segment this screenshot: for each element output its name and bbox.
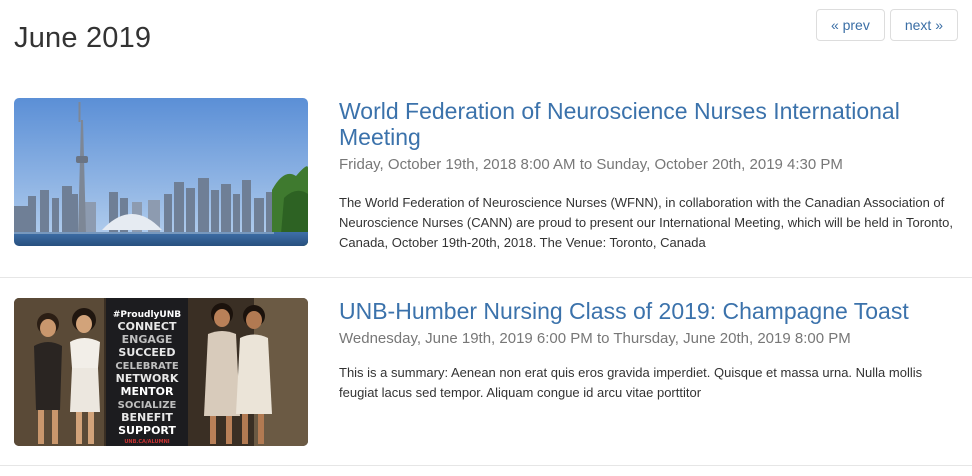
event-date: Wednesday, June 19th, 2019 6:00 PM to Thursday, June 20th, 2019 8:00 PM	[339, 330, 851, 347]
event-item	[0, 98, 972, 278]
event-title-link[interactable]: UNB-Humber Nursing Class of 2019: Champagne Toast	[339, 298, 909, 324]
banner-text: ENGAGE	[121, 333, 173, 346]
pager	[816, 9, 958, 41]
event-date: Friday, October 19th, 2018 8:00 AM to Sunday, October 20th, 2019 4:30 PM	[339, 156, 843, 173]
toronto-skyline-photo	[14, 98, 308, 246]
banner-text: SUPPORT	[118, 424, 176, 437]
event-thumbnail[interactable]	[14, 298, 308, 446]
banner-text: BENEFIT	[121, 411, 173, 424]
nursing-students-photo	[14, 298, 308, 446]
banner-text: CELEBRATE	[115, 361, 179, 372]
banner-text: MENTOR	[120, 385, 174, 398]
banner-text: SUCCEED	[118, 346, 176, 359]
event-info	[339, 98, 954, 253]
event-summary: This is a summary: Aenean non erat quis eros gravida imperdiet. Quisque et massa urna. Nulla mollis feugiat lacus sed tempor. Aliquam congue id arcu vitae porttitor	[339, 365, 923, 400]
event-thumbnail[interactable]	[14, 98, 308, 246]
banner-text: NETWORK	[115, 372, 179, 385]
next-button[interactable]: next »	[890, 9, 958, 41]
prev-button[interactable]: « prev	[816, 9, 885, 41]
banner-text: UNB.CA/ALUMNI	[124, 439, 170, 445]
banner-text: #ProudlyUNB	[112, 310, 182, 320]
event-summary: The World Federation of Neuroscience Nurses (WFNN), in collaboration with the Canadian Association of Neuroscience Nurses (CANN) are proud to present our International Meeting, which will be held in Toronto, Canada, October 19th-20th, 2018. The Venue: Toronto, Canada	[339, 195, 953, 250]
event-item	[0, 298, 972, 466]
event-title-link[interactable]: World Federation of Neuroscience Nurses International Meeting	[339, 98, 900, 150]
banner-text: CONNECT	[117, 320, 177, 333]
page-title: June 2019	[14, 22, 152, 54]
event-info	[339, 298, 954, 403]
banner-text: SOCIALIZE	[117, 400, 177, 411]
